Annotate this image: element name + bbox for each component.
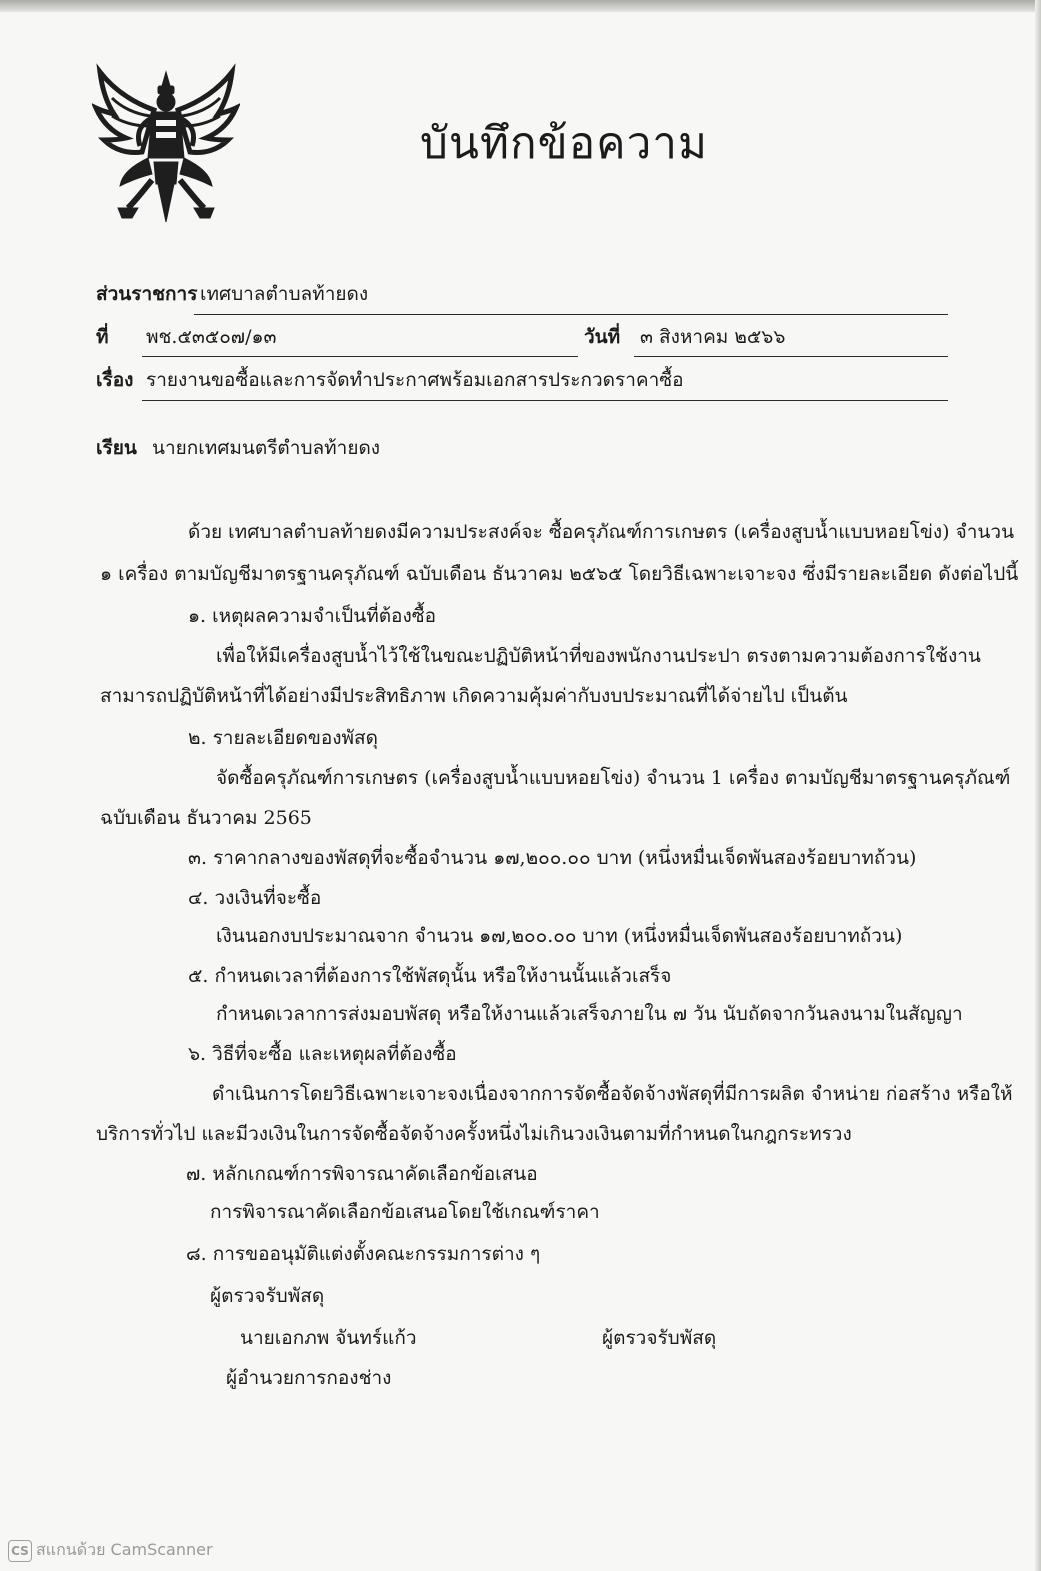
ref-value: พช.๕๓๕๐๗/๑๓	[146, 326, 277, 348]
section-7-line-1: การพิจารณาคัดเลือกข้อเสนอโดยใช้เกณฑ์ราคา	[210, 1201, 600, 1223]
subject-value: รายงานขอซื้อและการจัดทำประกาศพร้อมเอกสารประกวดราคาซื้อ	[146, 369, 684, 391]
memo-title: บันทึกข้อความ	[420, 118, 709, 169]
camscanner-badge-icon: CS	[8, 1540, 32, 1562]
garuda-emblem-icon	[92, 62, 240, 224]
date-label: วันที่	[584, 326, 621, 348]
intro-line-2: ๑ เครื่อง ตามบัญชีมาตรฐานครุภัณฑ์ ฉบับเดือน ธันวาคม ๒๕๖๕ โดยวิธีเฉพาะเจาะจง ซึ่งมีรายละเอียด ดังต่อไปนี้	[100, 563, 1019, 585]
inspector-role: ผู้ตรวจรับพัสดุ	[602, 1327, 717, 1349]
subject-label: เรื่อง	[96, 369, 134, 391]
camscanner-label: สแกนด้วย CamScanner	[36, 1540, 213, 1559]
date-underline	[634, 356, 948, 357]
section-6-heading: ๖. วิธีที่จะซื้อ และเหตุผลที่ต้องซื้อ	[188, 1043, 457, 1065]
to-label: เรียน	[96, 437, 137, 459]
inspector-name: นายเอกภพ จันทร์แก้ว	[240, 1327, 417, 1349]
section-2-heading: ๒. รายละเอียดของพัสดุ	[188, 727, 378, 749]
inspector-position: ผู้อำนวยการกองช่าง	[226, 1367, 392, 1389]
subject-underline	[142, 400, 948, 401]
section-5-heading: ๕. กำหนดเวลาที่ต้องการใช้พัสดุนั้น หรือให้งานนั้นแล้วเสร็จ	[188, 965, 672, 987]
agency-label: ส่วนราชการ	[96, 283, 198, 305]
ref-underline	[142, 356, 578, 357]
section-2-line-2: ฉบับเดือน ธันวาคม 2565	[100, 807, 312, 829]
ref-label: ที่	[96, 326, 109, 348]
section-1-line-2: สามารถปฏิบัติหน้าที่ได้อย่างมีประสิทธิภาพ เกิดความคุ้มค่ากับงบประมาณที่ได้จ่ายไป เป็นต้น	[100, 685, 848, 707]
section-5-line-1: กำหนดเวลาการส่งมอบพัสดุ หรือให้งานแล้วเสร็จภายใน ๗ วัน นับถัดจากวันลงนามในสัญญา	[216, 1003, 963, 1025]
section-6-line-1: ดำเนินการโดยวิธีเฉพาะเจาะจงเนื่องจากการจัดซื้อจัดจ้างพัสดุที่มีการผลิต จำหน่าย ก่อสร้าง หรือให้	[212, 1083, 1013, 1105]
agency-underline	[194, 314, 948, 315]
scan-top-edge	[0, 0, 1041, 12]
section-6-line-2: บริการทั่วไป และมีวงเงินในการจัดซื้อจัดจ้างครั้งหนึ่งไม่เกินวงเงินตามที่กำหนดในกฎกระทรวง	[96, 1123, 852, 1145]
to-value: นายกเทศมนตรีตำบลท้ายดง	[152, 437, 381, 459]
date-value: ๓ สิงหาคม ๒๕๖๖	[640, 326, 786, 348]
section-4-line-1: เงินนอกงบประมาณจาก จำนวน ๑๗,๒๐๐.๐๐ บาท (หนึ่งหมื่นเจ็ดพันสองร้อยบาทถ้วน)	[216, 925, 903, 947]
agency-value: เทศบาลตำบลท้ายดง	[200, 283, 369, 305]
section-2-line-1: จัดซื้อครุภัณฑ์การเกษตร (เครื่องสูบน้ำแบบหอยโข่ง) จำนวน 1 เครื่อง ตามบัญชีมาตรฐานครุภัณฑ์	[216, 767, 1011, 789]
section-7-heading: ๗. หลักเกณฑ์การพิจารณาคัดเลือกข้อเสนอ	[186, 1163, 538, 1185]
section-4-heading: ๔. วงเงินที่จะซื้อ	[188, 887, 322, 909]
section-1-line-1: เพื่อให้มีเครื่องสูบน้ำไว้ใช้ในขณะปฏิบัติหน้าที่ของพนักงานประปา ตรงตามความต้องการใช้งาน	[216, 645, 981, 667]
section-3-heading: ๓. ราคากลางของพัสดุที่จะซื้อจำนวน ๑๗,๒๐๐.๐๐ บาท (หนึ่งหมื่นเจ็ดพันสองร้อยบาทถ้วน)	[188, 847, 917, 869]
section-1-heading: ๑. เหตุผลความจำเป็นที่ต้องซื้อ	[188, 605, 437, 627]
camscanner-watermark	[8, 1538, 213, 1563]
intro-line-1: ด้วย เทศบาลตำบลท้ายดงมีความประสงค์จะ ซื้อครุภัณฑ์การเกษตร (เครื่องสูบน้ำแบบหอยโข่ง) จำนวน	[188, 521, 1015, 543]
scan-right-edge	[1035, 0, 1041, 1571]
section-8-role: ผู้ตรวจรับพัสดุ	[210, 1285, 325, 1307]
section-8-heading: ๘. การขออนุมัติแต่งตั้งคณะกรรมการต่าง ๆ	[186, 1243, 541, 1265]
